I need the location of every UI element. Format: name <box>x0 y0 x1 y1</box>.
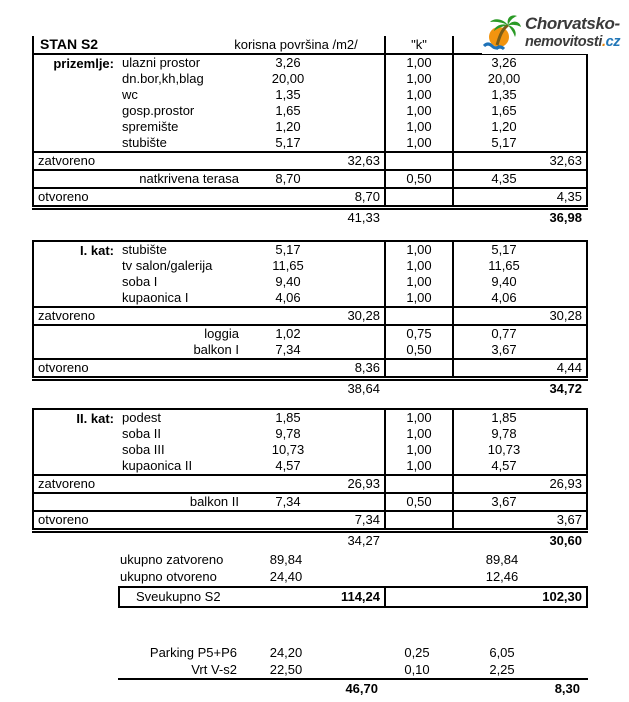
room-result: 1,20 <box>491 119 517 134</box>
room-name: kupaonica II <box>122 458 193 473</box>
room-row <box>34 458 586 474</box>
logo-line2: nemovitosti.cz <box>525 34 621 50</box>
room-name: stubište <box>122 135 167 150</box>
zatvoreno-area: 32,63 <box>347 153 380 168</box>
room-row <box>34 274 586 290</box>
extra-row <box>32 661 588 678</box>
section-totals-row <box>34 533 586 549</box>
totals-result: 36,98 <box>549 210 582 225</box>
logo-tld: cz <box>605 34 621 50</box>
room-name: loggia <box>204 326 239 341</box>
room-result: 4,57 <box>491 458 517 473</box>
room-area: 4,57 <box>275 458 301 473</box>
room-result: 5,17 <box>491 242 517 257</box>
room-row <box>34 87 586 103</box>
zatvoreno-result: 26,93 <box>549 476 582 491</box>
room-result: 5,17 <box>491 135 517 150</box>
summary-rows <box>32 551 588 585</box>
room-result: 10,73 <box>487 442 521 457</box>
grand-total-result: 102,30 <box>542 589 582 604</box>
totals-result: 30,60 <box>549 533 582 548</box>
extra-k: 0,25 <box>404 645 430 660</box>
room-result: 1,35 <box>491 87 517 102</box>
room-name: wc <box>122 87 138 102</box>
extra-name: Parking P5+P6 <box>149 645 237 660</box>
room-k: 1,00 <box>384 242 454 258</box>
extras-totals-area: 46,70 <box>345 681 378 696</box>
open-room-row <box>34 342 586 358</box>
summary-area: 89,84 <box>269 552 303 567</box>
room-area: 7,34 <box>275 342 301 357</box>
room-area: 8,70 <box>275 171 301 186</box>
room-area: 7,34 <box>275 494 301 509</box>
room-name: balkon II <box>189 494 239 509</box>
zatvoreno-area: 30,28 <box>347 308 380 323</box>
summary-result: 12,46 <box>485 569 519 584</box>
room-result: 1,65 <box>491 103 517 118</box>
zatvoreno-row <box>34 474 586 494</box>
extras-block <box>32 644 588 697</box>
room-result: 4,06 <box>491 290 517 305</box>
room-name: soba I <box>122 274 158 289</box>
room-k: 1,00 <box>384 71 454 87</box>
summary-result: 89,84 <box>485 552 519 567</box>
room-result: 1,85 <box>491 410 517 425</box>
room-row <box>34 258 586 274</box>
room-area: 1,85 <box>275 410 301 425</box>
room-area: 10,73 <box>271 442 305 457</box>
room-name: spremište <box>122 119 179 134</box>
room-name: tv salon/galerija <box>122 258 213 273</box>
room-k: 1,00 <box>384 274 454 290</box>
room-result: 11,65 <box>488 258 520 273</box>
sheet-title: STAN S2 <box>40 36 99 52</box>
room-result: 0,77 <box>491 326 517 341</box>
otvoreno-label: otvoreno <box>38 360 89 375</box>
totals-area: 38,64 <box>347 381 380 396</box>
extras-totals-row <box>32 680 588 697</box>
floor-label: I. kat: <box>80 243 114 258</box>
section-totals-row <box>34 381 586 397</box>
room-name: natkrivena terasa <box>139 171 239 186</box>
totals-result: 34,72 <box>549 381 582 396</box>
room-area: 1,02 <box>275 326 301 341</box>
room-result: 3,26 <box>491 55 517 70</box>
room-area: 4,06 <box>275 290 301 305</box>
extra-area: 22,50 <box>269 662 303 677</box>
room-result: 4,35 <box>491 171 517 186</box>
col-header-area: korisna površina /m2/ <box>234 37 358 52</box>
totals-area: 34,27 <box>347 533 380 548</box>
otvoreno-row <box>34 358 586 376</box>
room-row <box>34 426 586 442</box>
section-totals-row <box>34 210 586 226</box>
room-result: 3,67 <box>491 494 517 509</box>
room-name: soba II <box>122 426 162 441</box>
extras-totals-result: 8,30 <box>554 681 580 696</box>
logo-line1: Chorvatsko- <box>525 14 620 33</box>
summary-row <box>32 551 588 568</box>
room-result: 3,67 <box>491 342 517 357</box>
room-row <box>34 71 586 87</box>
room-area: 1,20 <box>275 119 301 134</box>
room-k: 1,00 <box>384 442 454 458</box>
room-k: 1,00 <box>384 258 454 274</box>
room-area: 1,65 <box>275 103 301 118</box>
otvoreno-area: 8,70 <box>354 189 380 204</box>
extra-area: 24,20 <box>269 645 303 660</box>
room-area: 5,17 <box>275 242 301 257</box>
otvoreno-area: 8,36 <box>354 360 380 375</box>
room-k: 1,00 <box>384 55 454 71</box>
room-area: 11,65 <box>272 258 304 273</box>
extra-row <box>32 644 588 661</box>
otvoreno-row <box>34 187 586 205</box>
room-k: 1,00 <box>384 458 454 474</box>
open-room-row <box>34 494 586 510</box>
room-area: 20,00 <box>271 71 305 86</box>
floor-label: prizemlje: <box>53 56 114 71</box>
zatvoreno-area: 26,93 <box>347 476 380 491</box>
summary-area: 24,40 <box>269 569 303 584</box>
zatvoreno-row <box>34 151 586 171</box>
otvoreno-result: 4,35 <box>556 189 582 204</box>
room-name: balkon I <box>193 342 239 357</box>
zatvoreno-label: zatvoreno <box>38 153 96 168</box>
grand-total-row <box>118 586 588 608</box>
room-name: soba III <box>122 442 165 457</box>
zatvoreno-result: 32,63 <box>549 153 582 168</box>
room-result: 20,00 <box>487 71 521 86</box>
room-k: 1,00 <box>384 135 454 151</box>
palm-tree-icon <box>482 14 522 54</box>
room-k: 0,75 <box>384 326 454 342</box>
room-row <box>34 135 586 151</box>
extras-rows <box>32 644 588 678</box>
otvoreno-area: 7,34 <box>354 512 380 527</box>
summary-row <box>32 568 588 585</box>
room-result: 9,78 <box>491 426 517 441</box>
room-name: stubište <box>122 242 167 257</box>
zatvoreno-result: 30,28 <box>549 308 582 323</box>
extra-result: 2,25 <box>489 662 515 677</box>
otvoreno-row <box>34 510 586 528</box>
open-room-row <box>34 171 586 187</box>
room-k: 1,00 <box>384 426 454 442</box>
logo-dot: . <box>601 34 606 50</box>
col-header-k: "k" <box>384 36 454 53</box>
open-room-rows <box>34 171 586 187</box>
logo <box>482 12 620 54</box>
room-result: 9,40 <box>491 274 517 289</box>
room-row <box>34 103 586 119</box>
extra-k: 0,10 <box>404 662 430 677</box>
floor-label: II. kat: <box>76 411 114 426</box>
room-k: 0,50 <box>384 342 454 358</box>
room-k: 1,00 <box>384 410 454 426</box>
room-k: 1,00 <box>384 290 454 306</box>
section-prizemlje <box>32 36 588 226</box>
room-name: podest <box>122 410 162 425</box>
summary-block <box>32 551 588 608</box>
summary-label: ukupno otvoreno <box>120 569 217 584</box>
room-k: 1,00 <box>384 87 454 103</box>
extra-name: Vrt V-s2 <box>191 662 237 677</box>
room-area: 1,35 <box>275 87 301 102</box>
room-name: ulazni prostor <box>122 55 201 70</box>
room-area: 9,40 <box>275 274 301 289</box>
room-name: kupaonica I <box>122 290 189 305</box>
totals-area: 41,33 <box>347 210 380 225</box>
grand-total-area: 114,24 <box>340 589 380 604</box>
room-row <box>34 119 586 135</box>
section-kat2 <box>32 408 588 549</box>
grand-total-label: Sveukupno S2 <box>136 589 221 604</box>
otvoreno-label: otvoreno <box>38 189 89 204</box>
room-row <box>34 290 586 306</box>
section-kat1 <box>32 240 588 397</box>
room-k: 0,50 <box>384 171 454 187</box>
room-name: gosp.prostor <box>122 103 195 118</box>
open-room-rows <box>34 494 586 510</box>
room-name: dn.bor,kh,blag <box>122 71 204 86</box>
open-room-rows <box>34 326 586 358</box>
otvoreno-result: 3,67 <box>556 512 582 527</box>
summary-label: ukupno zatvoreno <box>120 552 224 567</box>
room-area: 9,78 <box>275 426 301 441</box>
room-k: 1,00 <box>384 119 454 135</box>
zatvoreno-label: zatvoreno <box>38 308 96 323</box>
room-area: 5,17 <box>275 135 301 150</box>
room-area: 3,26 <box>275 55 301 70</box>
otvoreno-result: 4,44 <box>556 360 582 375</box>
room-k: 0,50 <box>384 494 454 510</box>
room-k: 1,00 <box>384 103 454 119</box>
zatvoreno-label: zatvoreno <box>38 476 96 491</box>
otvoreno-label: otvoreno <box>38 512 89 527</box>
zatvoreno-row <box>34 306 586 326</box>
open-room-row <box>34 326 586 342</box>
extra-result: 6,05 <box>489 645 515 660</box>
logo-text <box>525 14 620 50</box>
room-row <box>34 442 586 458</box>
